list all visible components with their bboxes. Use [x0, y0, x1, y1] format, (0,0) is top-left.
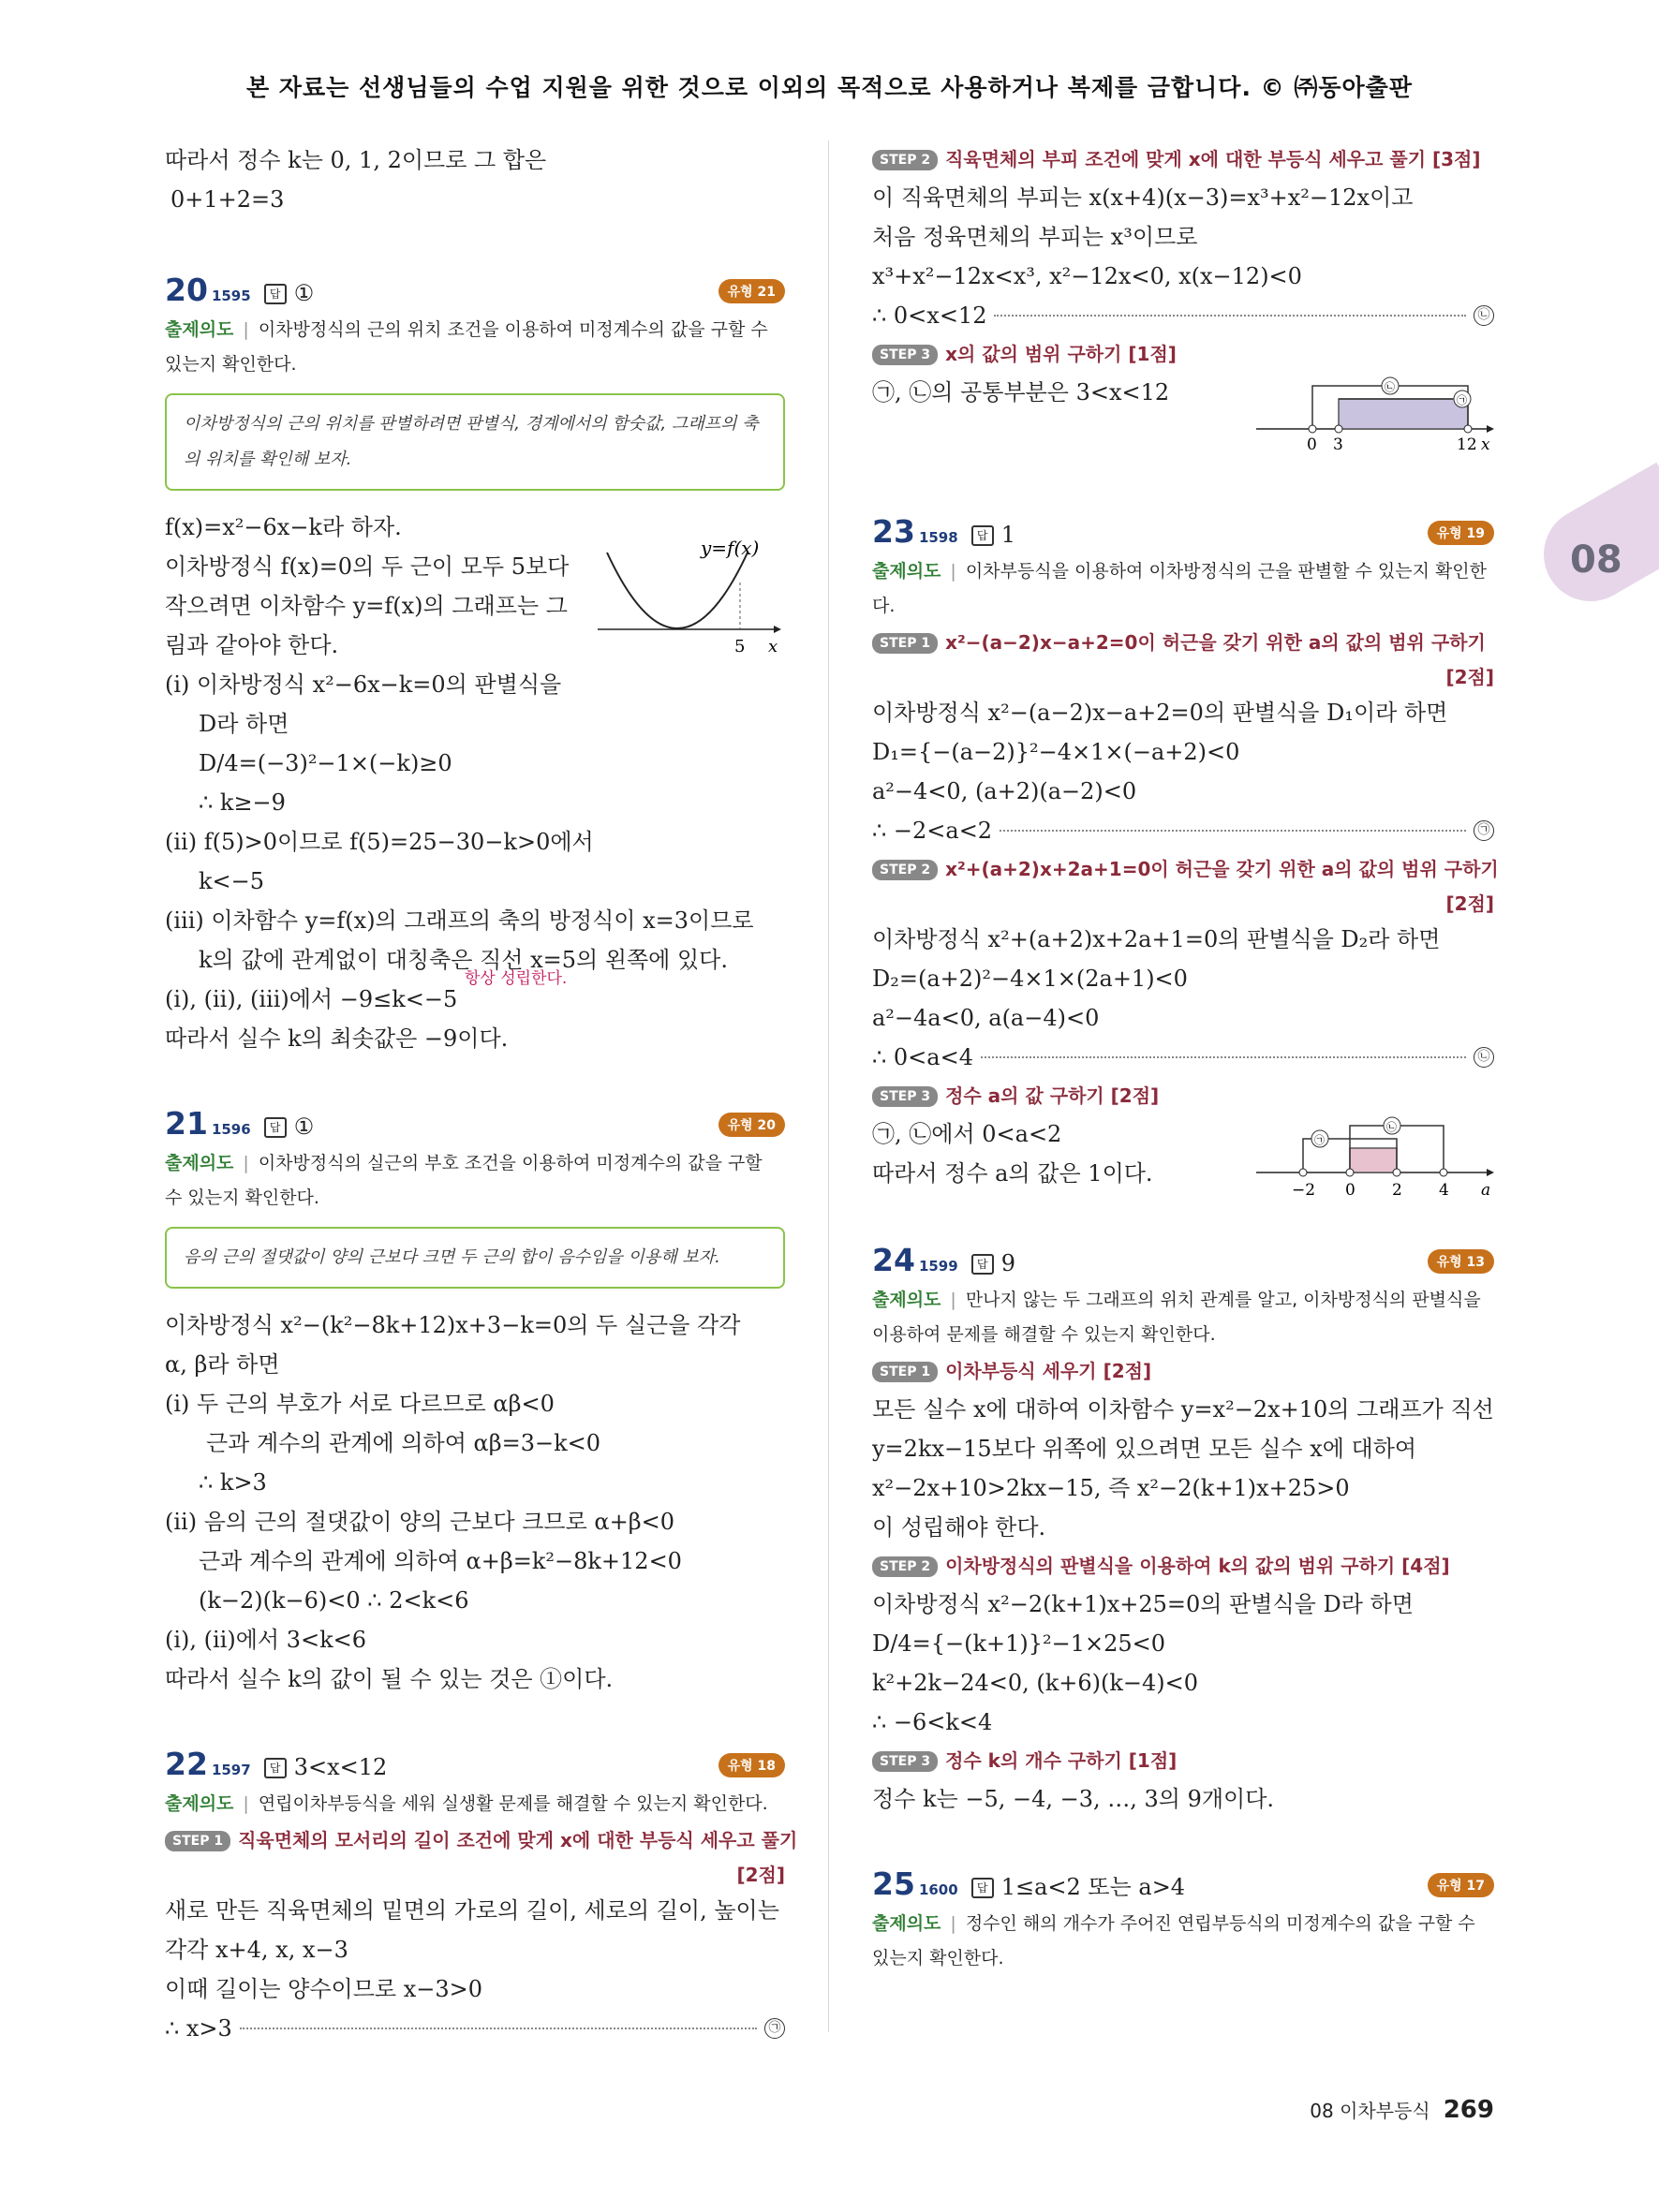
step-badge: STEP 3: [872, 1086, 938, 1107]
answer-value: 9: [1000, 1250, 1015, 1276]
problem-code: 1599: [918, 1258, 958, 1275]
page-number: 269: [1443, 2096, 1494, 2124]
text-line: 0+1+2=3: [170, 186, 285, 213]
solution-line: 림과 같아야 한다.: [165, 632, 339, 658]
step-heading: [872, 1352, 1494, 1390]
solution-line: 따라서 정수 a의 값은 1이다.: [872, 1160, 1153, 1187]
solution-line: [165, 2009, 785, 2048]
type-badge: 유형 19: [1428, 521, 1494, 545]
intent-text: 연립이차부등식을 세워 실생활 문제를 해결할 수 있는지 확인한다.: [258, 1793, 768, 1814]
solution-line: k²+2k−24<0, (k+6)(k−4)<0: [872, 1670, 1199, 1696]
left-column: [165, 140, 798, 2048]
mark-icon: ㉡: [1474, 305, 1494, 326]
mark-label: ㉠: [1457, 394, 1467, 406]
intent-label: 출제의도: [165, 319, 234, 340]
solution-line: x²−2x+10>2kx−15, 즉 x²−2(k+1)x+25>0: [872, 1475, 1350, 1501]
open-point: [1335, 425, 1342, 433]
step-title: x²+(a+2)x+2a+1=0이 허근을 갖기 위한 a의 값의 범위 구하기: [945, 858, 1499, 880]
solution-text: ∴ 0<a<4: [872, 1044, 973, 1070]
intent: 출제의도 | 정수인 해의 개수가 주어진 연립부등식의 미정계수의 값을 구할 수 있는지 확인한다.: [872, 1913, 1475, 1969]
mark-label: ㉡: [1385, 381, 1395, 393]
solution-line: 따라서 실수 k의 값이 될 수 있는 것은 ①이다.: [165, 1666, 614, 1692]
step-badge: STEP 1: [165, 1831, 230, 1851]
problem-number: 21: [165, 1105, 208, 1142]
tick-label: −2: [1292, 1181, 1316, 1200]
x-axis-arrow: [774, 626, 781, 633]
solution-line: 처음 정육면체의 부피는 x³이므로: [872, 224, 1198, 250]
solution-line: [872, 811, 1494, 850]
solution-line: D/4=(−3)²−1×(−k)≥0: [199, 750, 452, 776]
copyright-banner: 본 자료는 선생님들의 수업 지원을 위한 것으로 이외의 목적으로 사용하거나 복제를 금합니다. © ㈜동아출판: [246, 74, 1413, 101]
solution-line: 근과 계수의 관계에 의하여 α+β=k²−8k+12<0: [199, 1548, 682, 1574]
mark-label: ㉡: [1386, 1121, 1397, 1133]
footer-section: 08 이차부등식: [1310, 2100, 1430, 2122]
answer-value: 1: [1000, 522, 1015, 548]
step-title: x의 값의 범위 구하기 [1점]: [945, 343, 1177, 365]
problem-number: 25: [872, 1865, 915, 1902]
open-point: [1464, 425, 1472, 433]
step-heading: [872, 335, 1494, 373]
intent-text: 정수인 해의 개수가 주어진 연립부등식의 미정계수의 값을 구할 수 있는지 확인한다.: [872, 1913, 1475, 1969]
solution-line: (ⅱ) 음의 근의 절댓값이 양의 근보다 크므로 α+β<0: [165, 1509, 674, 1535]
solution-line: 모든 실수 x에 대하여 이차함수 y=x²−2x+10의 그래프가 직선: [872, 1396, 1494, 1423]
note: 항상 성립한다.: [465, 969, 568, 988]
solution-line: f(x)=x²−6x−k라 하자.: [165, 514, 402, 540]
step-badge: STEP 3: [872, 1751, 938, 1772]
solution-line: 근과 계수의 관계에 의하여 αβ=3−k<0: [206, 1430, 601, 1456]
solution-line: D₂=(a+2)²−4×1×(2a+1)<0: [872, 966, 1188, 992]
solution-line: 이 직육면체의 부피는 x(x+4)(x−3)=x³+x²−12x이고: [872, 184, 1414, 211]
solution-line: ∴ k>3: [199, 1469, 267, 1496]
intent: 출제의도 | 만나지 않는 두 그래프의 위치 관계를 알고, 이차방정식의 판별식을 이용하여 문제를 해결할 수 있는지 확인한다.: [872, 1290, 1481, 1345]
open-point: [1393, 1169, 1400, 1176]
answer-label: 답: [264, 284, 287, 304]
solution-line: α, β라 하면: [165, 1351, 280, 1378]
axis-label: x: [1481, 435, 1490, 453]
intent-text: 이차방정식의 실근의 부호 조건을 이용하여 미정계수의 값을 구할 수 있는지 확인한다.: [165, 1153, 763, 1208]
parabola-curve: [607, 553, 748, 628]
problem-header: [872, 1865, 1494, 1907]
solution-text: ∴ −2<a<2: [872, 818, 993, 844]
open-point: [1299, 1169, 1307, 1176]
solution-line: 이때 길이는 양수이므로 x−3>0: [165, 1976, 483, 2002]
answer-label: 답: [264, 1117, 287, 1138]
number-line-arrow: [1487, 425, 1494, 433]
solution-line: a²−4a<0, a(a−4)<0: [872, 1005, 1100, 1031]
solution-line: [165, 940, 785, 988]
step-points: [2점]: [1445, 892, 1494, 915]
step-heading: [872, 140, 1494, 178]
intent-label: 출제의도: [872, 1913, 941, 1934]
hint-box: 이차방정식의 근의 위치를 판별하려면 판별식, 경계에서의 함숫값, 그래프의 축의 위치를 확인해 보자.: [165, 393, 785, 491]
solution-line: a²−4<0, (a+2)(a−2)<0: [872, 778, 1137, 804]
step-heading: [872, 1547, 1494, 1585]
solution-line: 각각 x+4, x, x−3: [165, 1937, 348, 1963]
step-title: 정수 k의 개수 구하기 [1점]: [945, 1749, 1178, 1772]
intent: 출제의도 | 이차방정식의 근의 위치 조건을 이용하여 미정계수의 값을 구할 수 있는지 확인한다.: [165, 319, 768, 375]
step-heading: [165, 1821, 798, 1859]
step-title: 이차방정식의 판별식을 이용하여 k의 값의 범위 구하기 [4점]: [945, 1555, 1450, 1577]
solution-line: y=2kx−15보다 위쪽에 있으려면 모든 실수 x에 대하여: [872, 1436, 1417, 1462]
step-badge: STEP 2: [872, 860, 938, 880]
problem-code: 1600: [918, 1881, 958, 1898]
solution-line: [872, 1038, 1494, 1077]
chapter-tab-label: 08: [1570, 538, 1622, 582]
tick-label: 4: [1439, 1181, 1449, 1200]
axis-label: a: [1481, 1181, 1491, 1200]
solution-line: ㉠, ㉡에서 0<a<2: [872, 1121, 1062, 1147]
mark-label: ㉠: [1314, 1134, 1325, 1146]
solution-line: 정수 k는 −5, −4, −3, …, 3의 9개이다.: [872, 1786, 1275, 1812]
solution-line: 이차방정식 x²−2(k+1)x+25=0의 판별식을 D라 하면: [872, 1591, 1414, 1617]
problem-header: [872, 513, 1494, 554]
answer-value: ①: [293, 1113, 315, 1140]
intent-label: 출제의도: [872, 561, 941, 582]
solution-line: D라 하면: [199, 711, 289, 737]
intent-label: 출제의도: [165, 1153, 234, 1173]
solution-text: ∴ 0<x<12: [872, 302, 987, 329]
solution-text: ∴ x>3: [165, 2015, 232, 2042]
solution-line: (ⅰ), (ⅱ), (ⅲ)에서 −9≤k<−5: [165, 986, 458, 1012]
solution-line: D₁={−(a−2)}²−4×1×(−a+2)<0: [872, 739, 1240, 765]
problem-header: [165, 272, 785, 313]
solution-line: (ⅱ) f(5)>0이므로 f(5)=25−30−k>0에서: [165, 829, 594, 855]
step-title: 직육면체의 부피 조건에 맞게 x에 대한 부등식 세우고 풀기 [3점]: [945, 148, 1481, 170]
open-point: [1346, 1169, 1354, 1176]
intent: 출제의도 | 연립이차부등식을 세워 실생활 문제를 해결할 수 있는지 확인한다.: [165, 1793, 768, 1814]
solution-line: ㉠, ㉡의 공통부분은 3<x<12: [872, 379, 1170, 406]
number-line-diagram: [1256, 1111, 1494, 1201]
solution-text: k의 값에 관계없이 대칭축은 직선 x=5의 왼쪽에 있다.: [199, 947, 728, 973]
tick-label: 0: [1307, 435, 1317, 453]
step-badge: STEP 2: [872, 150, 938, 170]
step-title: 정수 a의 값 구하기 [2점]: [945, 1084, 1160, 1107]
answer-value: 1≤a<2 또는 a>4: [1000, 1874, 1186, 1900]
step-title: 이차부등식 세우기 [2점]: [945, 1360, 1152, 1382]
solution-line: ∴ −6<k<4: [872, 1709, 993, 1735]
intent-text: 만나지 않는 두 그래프의 위치 관계를 알고, 이차방정식의 판별식을 이용하여 문제를 해결할 수 있는지 확인한다.: [872, 1290, 1481, 1345]
answer-label: 답: [971, 1878, 994, 1898]
page-footer: [1310, 2096, 1494, 2124]
intent-text: 이차부등식을 이용하여 이차방정식의 근을 판별할 수 있는지 확인한다.: [872, 561, 1488, 616]
solution-line: (k−2)(k−6)<0 ∴ 2<k<6: [199, 1587, 469, 1614]
solution-line: 따라서 실수 k의 최솟값은 −9이다.: [165, 1025, 509, 1052]
intent: 출제의도 | 이차부등식을 이용하여 이차방정식의 근을 판별할 수 있는지 확인한다.: [872, 561, 1488, 616]
step-badge: STEP 1: [872, 1362, 938, 1382]
step-heading: [872, 1077, 1494, 1114]
mark-icon: ㉠: [1474, 820, 1494, 841]
tick-label: 3: [1333, 435, 1343, 453]
answer-label: 답: [971, 1254, 994, 1275]
problem-header: [872, 1242, 1494, 1283]
number-line-arrow: [1487, 1169, 1494, 1176]
solution-line: 이차방정식 f(x)=0의 두 근이 모두 5보다: [165, 553, 570, 580]
intent-text: 이차방정식의 근의 위치 조건을 이용하여 미정계수의 값을 구할 수 있는지 확인한다.: [165, 319, 768, 375]
solution-line: 이 성립해야 한다.: [872, 1514, 1046, 1541]
open-point: [1440, 1169, 1447, 1176]
type-badge: 유형 21: [718, 279, 785, 303]
solution-line: (ⅰ) 두 근의 부호가 서로 다르므로 αβ<0: [165, 1391, 555, 1417]
intent-label: 출제의도: [165, 1793, 234, 1814]
common-region: [1339, 399, 1468, 429]
problem-code: 1598: [918, 529, 958, 546]
solution-line: 이차방정식 x²−(k²−8k+12)x+3−k=0의 두 실근을 각각: [165, 1312, 741, 1338]
step-title: x²−(a−2)x−a+2=0이 허근을 갖기 위한 a의 값의 범위 구하기: [945, 631, 1486, 654]
axis-label: x: [768, 637, 778, 656]
problem-number: 22: [165, 1746, 208, 1782]
intent-label: 출제의도: [872, 1290, 941, 1310]
step-heading: [872, 850, 1499, 888]
answer-label: 답: [971, 525, 994, 546]
right-column: [872, 140, 1499, 1976]
step-title: 직육면체의 모서리의 길이 조건에 맞게 x에 대한 부등식 세우고 풀기: [238, 1829, 798, 1851]
solution-line: 작으려면 이차함수 y=f(x)의 그래프는 그: [165, 593, 568, 619]
problem-code: 1596: [211, 1121, 251, 1138]
solution-line: x³+x²−12x<x³, x²−12x<0, x(x−12)<0: [872, 263, 1302, 289]
step-badge: STEP 3: [872, 345, 938, 365]
step-badge: STEP 2: [872, 1556, 938, 1577]
type-badge: 유형 20: [718, 1113, 785, 1137]
tick-label: 2: [1392, 1181, 1402, 1200]
tick-label: 5: [734, 637, 746, 656]
solution-line: [872, 296, 1494, 335]
solution-line: (ⅲ) 이차함수 y=f(x)의 그래프의 축의 방정식이 x=3이므로: [165, 907, 754, 934]
problem-number: 20: [165, 272, 208, 308]
tick-label: 0: [1345, 1181, 1355, 1200]
type-badge: 유형 13: [1428, 1249, 1494, 1274]
solution-line: (ⅰ) 이차방정식 x²−6x−k=0의 판별식을: [165, 671, 562, 698]
step-heading: [872, 1742, 1494, 1779]
step-badge: STEP 1: [872, 633, 938, 654]
answer-value: 3<x<12: [293, 1754, 388, 1780]
tick-label: 12: [1457, 435, 1477, 453]
problem-header: [165, 1746, 785, 1787]
graph-label: y=f(x): [701, 537, 760, 559]
problem-number: 24: [872, 1242, 915, 1278]
text-line: 따라서 정수 k는 0, 1, 2이므로 그 합은: [165, 147, 547, 173]
solution-line: 이차방정식 x²−(a−2)x−a+2=0의 판별식을 D₁이라 하면: [872, 700, 1448, 726]
answer-label: 답: [264, 1758, 287, 1778]
step-heading: [872, 624, 1494, 661]
step-points: [2점]: [1445, 666, 1494, 688]
type-badge: 유형 17: [1428, 1873, 1494, 1897]
solution-line: (ⅰ), (ⅱ)에서 3<k<6: [165, 1627, 367, 1653]
common-region: [1350, 1148, 1397, 1172]
problem-code: 1595: [211, 288, 251, 304]
mark-icon: ㉡: [1474, 1047, 1494, 1068]
solution-line: k<−5: [199, 868, 265, 894]
open-point: [1309, 425, 1316, 433]
answer-value: ①: [293, 280, 315, 306]
solution-line: 이차방정식 x²+(a+2)x+2a+1=0의 판별식을 D₂라 하면: [872, 926, 1441, 952]
solution-line: ∴ k≥−9: [199, 789, 286, 816]
column-divider: [828, 140, 829, 2032]
mark-icon: ㉠: [764, 2018, 785, 2039]
parabola-graph: [598, 536, 785, 686]
type-badge: 유형 18: [718, 1753, 785, 1777]
problem-code: 1597: [211, 1762, 251, 1778]
intent: 출제의도 | 이차방정식의 실근의 부호 조건을 이용하여 미정계수의 값을 구할 수 있는지 확인한다.: [165, 1153, 763, 1208]
problem-number: 23: [872, 513, 915, 550]
problem-header: [165, 1105, 785, 1146]
number-line-diagram: [1256, 369, 1494, 453]
step-points: [2점]: [736, 1864, 785, 1886]
hint-box: 음의 근의 절댓값이 양의 근보다 크면 두 근의 합이 음수임을 이용해 보자.: [165, 1227, 785, 1289]
solution-line: 새로 만든 직육면체의 밑면의 가로의 길이, 세로의 길이, 높이는: [165, 1897, 779, 1924]
solution-line: D/4={−(k+1)}²−1×25<0: [872, 1630, 1166, 1657]
